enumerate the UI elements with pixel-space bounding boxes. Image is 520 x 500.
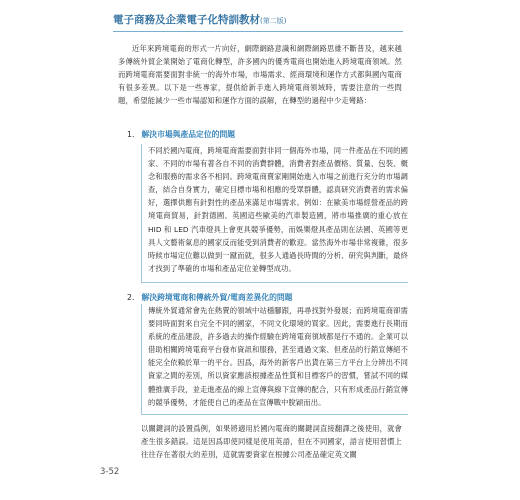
section-body-2 [141, 304, 408, 415]
book-edition: (第二版) [260, 17, 287, 25]
section-title: 解決跨境電商和傳統外貿/電商差異化的問題 [141, 293, 293, 302]
section-body-1 [141, 144, 408, 283]
section-number: 2. [127, 293, 135, 302]
section-number: 1. [127, 130, 135, 139]
page-number: 3-52 [100, 467, 120, 477]
section-heading-2 [127, 291, 292, 304]
section-heading-1 [127, 128, 235, 141]
section-paragraph: 不同於國內電商，跨境電商需要面對非同一個海外市場，同一件產品在不同的國家、不同的市場有著各自不同的消費群體，消費者對產品價格、質量、包裝、概念和服務的需求各不相同。跨境電商賣家剛開始進入市場之前進行充分的市場調查，結合自身實力，確定目標市場和相應的受眾群體，認真研究消費者的需求偏好，選擇供應有針對性的產品來滿足市場需求。例如：在歐美市場經營產品的跨境電商貿易，針對德國、英國這些歐美的汽車製造國，將市場推廣的重心放在 HID 和 LED 汽車燈具上會更具競爭優勢，而娛樂燈具產品則在法國、英國等更具人文藝術氣息的國家反而能受到消費者的歡迎。當然海外市場非常複雜，很多時候市場定位難以做到一蹴而就，很多人通過長時間的分析、研究與判斷，最終才找到了準確的市場和產品定位並轉型成功。 [148, 146, 408, 273]
intro-paragraph: 近年來跨境電商的形式一片向好，網際網路意識和網際網路思維不斷普及，越來越多傳統外貿企業開始了電商化轉型，許多國內的優秀電商也開始進入跨境電商領域。然而跨境電商需要面對非統一的海外市場，市場需求、經商環境和運作方式都與國內電商有很多差異。以下是一些專家，提供給新手進入跨境電商領域時，需要注意的一些問題，希望能減少一些市場認知和運作方面的誤解，在轉型的過程中少走彎路： [118, 44, 402, 106]
book-title: 電子商務及企業電子化特訓教材 [113, 14, 260, 26]
section-paragraph: 傳統外貿通常會先在熱賣的領域中站穩腳跟，再尋找對外發展；而跨境電商卻需要同時面對來自完全不同的國家，不同文化環境的買家。因此，需要進行長期而系統的產品建設，許多過去的操作經驗在跨境電商領域都是行不通的。企業可以借助相關跨境電商平台發布資訊和服務，甚至通過文案、但產品的行銷宣傳絕不能完全依賴於單一的平台。因爲，海外的新客戶出貨在第三方平台上分辨出不同資家之間的差別，所以資家應該根據產品性質和目標客戶的習慣，嘗試不同的媒體推廣手段，並走進產品的線上宣傳與線下宣傳的配合，只有形成產品行銷宣傳的競爭優勢，才能使自己的產品在宣傳戰中脫穎而出。 [148, 306, 408, 407]
header-divider [113, 31, 403, 32]
section-title: 解決市場與產品定位的問題 [141, 130, 236, 139]
running-header [113, 12, 286, 27]
closing-paragraph: 以關鍵詞的設置爲例，如果將適用於國內電商的關鍵詞直接翻譯之後使用，就會產生很多錯誤。這是因爲即使同樣是使用英語，但在不同國家，語言使用習慣上往往存在著很大的差別，這就需要資家在根據公司產品確定英文關 [141, 424, 402, 460]
